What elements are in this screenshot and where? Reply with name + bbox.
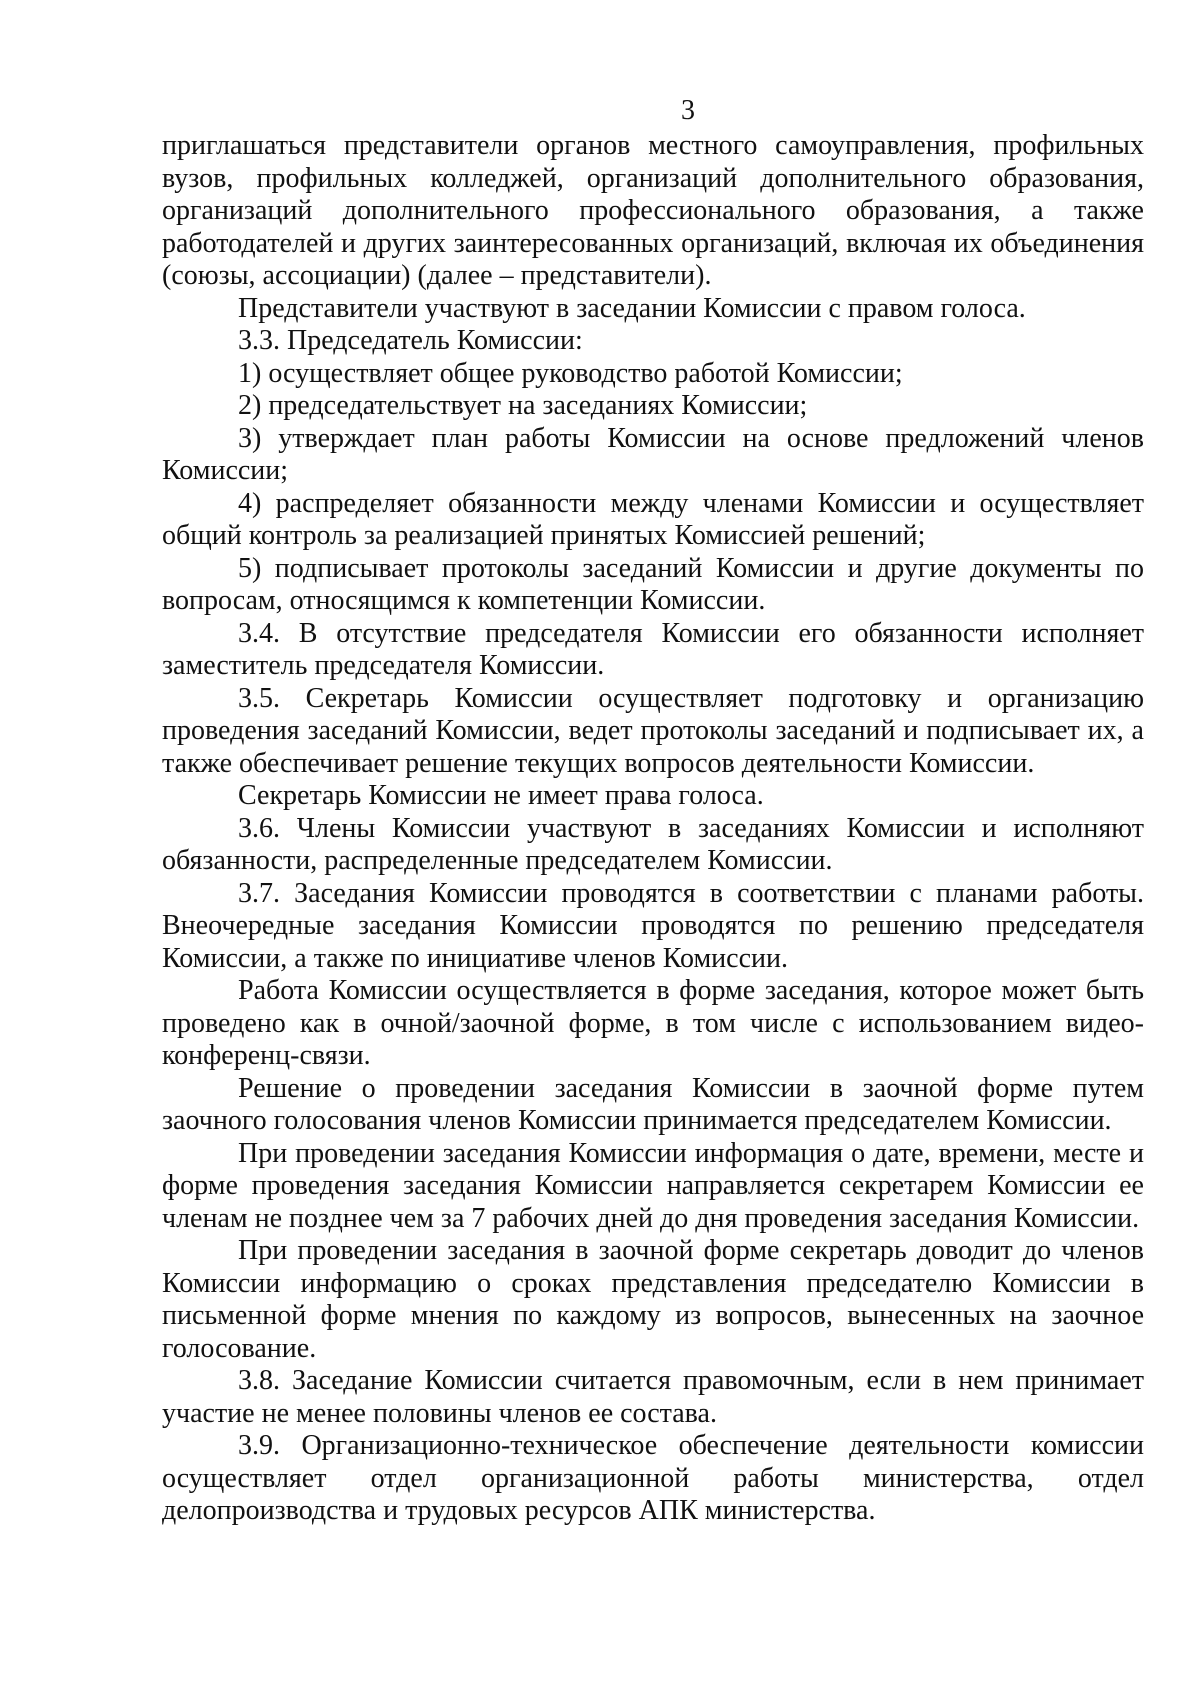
paragraph-continuation: приглашаться представители органов местного самоуправления, профильных вузов, профильных колледжей, организаций дополнительного образования, организаций дополнительного профессионального образования, а также работодателей и других заинтересованных организаций, включая их объединения (союзы, ассоциации) (далее – представители).: [162, 130, 1144, 291]
page-number: 3: [681, 95, 695, 126]
paragraph-3-4: 3.4. В отсутствие председателя Комиссии его обязанности исполняет заместитель председателя Комиссии.: [162, 617, 1144, 681]
paragraph: При проведении заседания в заочной форме секретарь доводит до членов Комиссии информацию о сроках представления председателю Комиссии в письменной форме мнения по каждому из вопросов, вынесенных на заочное голосование.: [162, 1235, 1144, 1364]
paragraph-3-7: 3.7. Заседания Комиссии проводятся в соответствии с планами работы. Внеочередные заседания Комиссии проводятся по решению председателя Комиссии, а также по инициативе членов Комиссии.: [162, 877, 1144, 974]
paragraph-3-8: 3.8. Заседание Комиссии считается правомочным, если в нем принимает участие не менее половины членов ее состава.: [162, 1365, 1144, 1429]
paragraph: Работа Комиссии осуществляется в форме заседания, которое может быть проведено как в очной/заочной форме, в том числе с использованием видео-конференц-связи.: [162, 975, 1144, 1071]
list-item-4: 4) распределяет обязанности между членами Комиссии и осуществляет общий контроль за реализацией принятых Комиссией решений;: [162, 487, 1144, 551]
paragraph-3-6: 3.6. Члены Комиссии участвуют в заседаниях Комиссии и исполняют обязанности, распределенные председателем Комиссии.: [162, 812, 1144, 876]
paragraph-3-9: 3.9. Организационно-техническое обеспечение деятельности комиссии осуществляет отдел организационной работы министерства, отдел делопроизводства и трудовых ресурсов АПК министерства.: [162, 1430, 1144, 1526]
list-item-2: 2) председательствует на заседаниях Комиссии;: [238, 390, 808, 421]
list-item-5: 5) подписывает протоколы заседаний Комиссии и другие документы по вопросам, относящимся к компетенции Комиссии.: [162, 552, 1144, 616]
list-item-1: 1) осуществляет общее руководство работой Комиссии;: [238, 357, 903, 389]
paragraph: Решение о проведении заседания Комиссии в заочной форме путем заочного голосования членов Комиссии принимается председателем Комиссии.: [162, 1072, 1144, 1136]
paragraph: При проведении заседания Комиссии информация о дате, времени, месте и форме проведения заседания Комиссии направляется секретарем Комиссии ее членам не позднее чем за 7 рабочих дней до дня проведения заседания Комиссии.: [162, 1137, 1144, 1234]
section-heading-3-3: 3.3. Председатель Комиссии:: [238, 325, 583, 356]
paragraph: Секретарь Комиссии не имеет права голоса.: [238, 780, 764, 811]
paragraph: Представители участвуют в заседании Комиссии с правом голоса.: [238, 292, 1026, 324]
list-item-3: 3) утверждает план работы Комиссии на основе предложений членов Комиссии;: [162, 422, 1144, 486]
document-body: [162, 130, 1144, 1528]
paragraph-3-5: 3.5. Секретарь Комиссии осуществляет подготовку и организацию проведения заседаний Комиссии, ведет протоколы заседаний и подписывает их, а также обеспечивает решение текущих вопросов деятельности Комиссии.: [162, 682, 1144, 779]
